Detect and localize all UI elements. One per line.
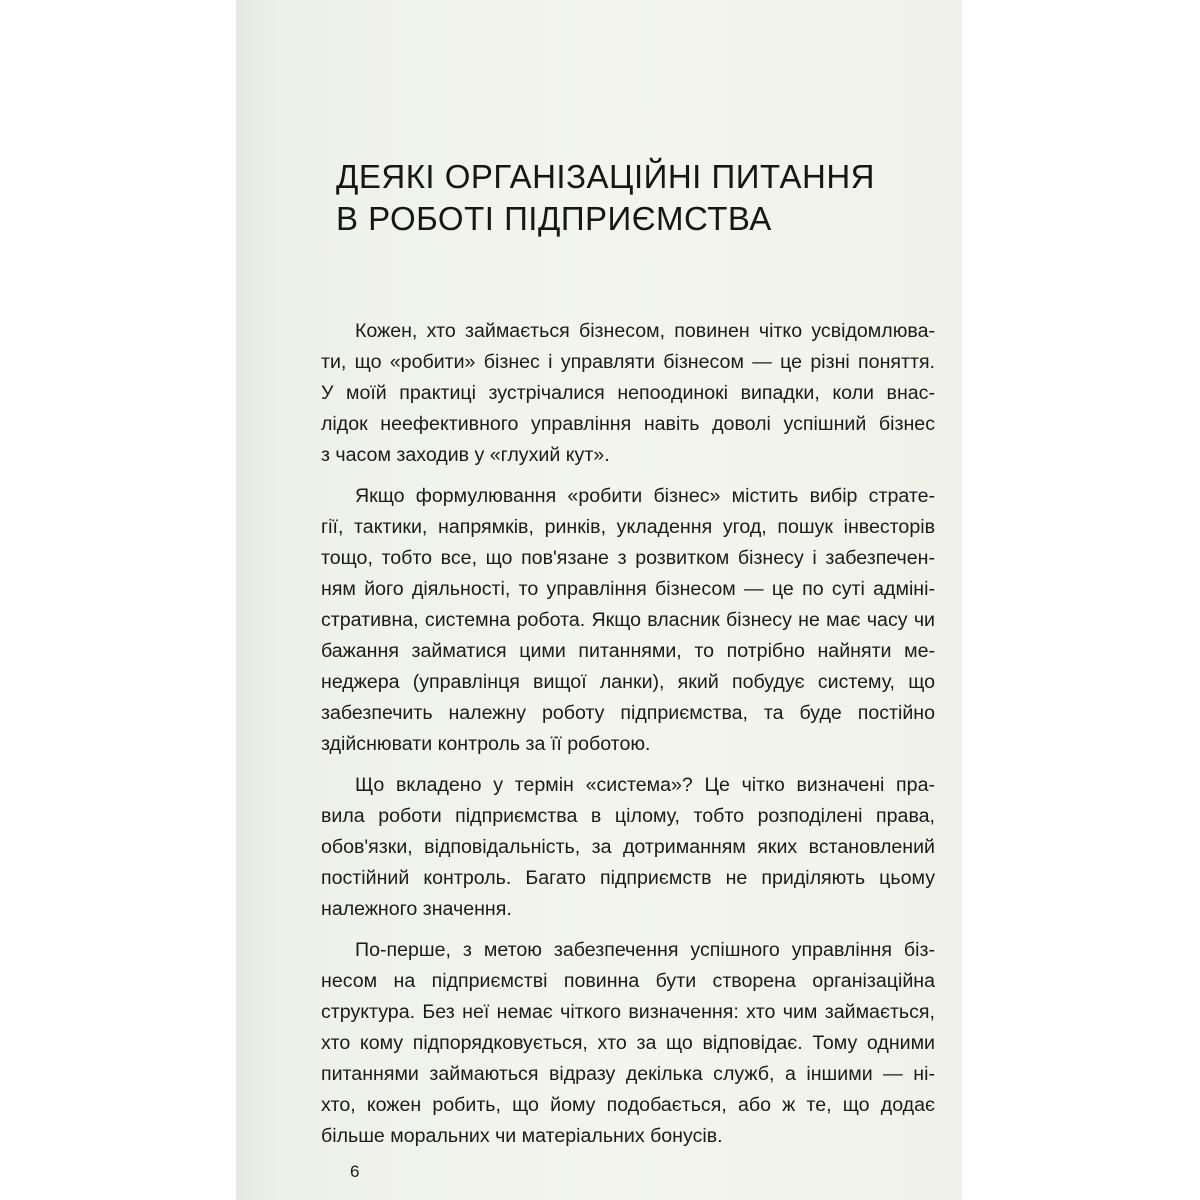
book-page — [236, 0, 962, 1200]
paragraph-line: з часом заходив у «глухий кут». — [321, 444, 610, 466]
paragraph-line: питаннями займаються відразу декілька служб, а іншими — ні- — [321, 1063, 935, 1085]
paragraph-line: більше моральних чи матеріальних бонусів. — [321, 1125, 723, 1147]
paragraph-line: ти, що «робити» бізнес і управляти бізнесом — це різні поняття. — [321, 351, 935, 373]
paragraph-line: стративна, системна робота. Якщо власник бізнесу не має часу чи — [321, 609, 935, 631]
paragraph-line: По-перше, з метою забезпечення успішного управління біз- — [355, 939, 935, 961]
paragraph-line: Кожен, хто займається бізнесом, повинен чітко усвідомлюва- — [355, 320, 935, 342]
paragraph-line: хто, кожен робить, що йому подобається, або ж те, що додає — [321, 1094, 935, 1116]
paragraph-line: гії, тактики, напрямків, ринків, укладення угод, пошук інвесторів — [321, 516, 935, 538]
paragraph-line: Якщо формулювання «робити бізнес» містить вибір страте- — [355, 485, 935, 507]
body-text — [321, 316, 935, 1162]
paragraph-line: У моїй практиці зустрічалися непоодинокі випадки, коли внас- — [321, 382, 935, 404]
paragraph-line: постійний контроль. Багато підприємств не приділяють цьому — [321, 867, 935, 889]
paragraph-line: хто кому підпорядковується, хто за що відповідає. Тому одними — [321, 1032, 935, 1054]
page-number: 6 — [350, 1162, 360, 1181]
paragraph-line: здійснювати контроль за її роботою. — [321, 733, 651, 755]
paragraph-line: лідок неефективного управління навіть доволі успішний бізнес — [321, 413, 935, 435]
chapter-heading — [336, 156, 875, 240]
heading-line-2: В РОБОТІ ПІДПРИЄМСТВА — [336, 200, 772, 237]
paragraph-4 — [321, 935, 935, 1152]
paragraph-line: неджера (управлінця вищої ланки), який побудує систему, що — [321, 671, 935, 693]
paragraph-line: належного значення. — [321, 898, 512, 920]
paragraph-line: обов'язки, відповідальність, за дотриманням яких встановлений — [321, 836, 935, 858]
show-through-text — [296, 70, 936, 166]
paragraph-line: вила роботи підприємства в цілому, тобто розподілені права, — [321, 805, 935, 827]
paragraph-line: Що вкладено у термін «система»? Це чітко визначені пра- — [355, 774, 935, 796]
paragraph-line: забезпечить належну роботу підприємства, та буде постійно — [321, 702, 935, 724]
heading-line-1: ДЕЯКІ ОРГАНІЗАЦІЙНІ ПИТАННЯ — [336, 158, 876, 195]
paragraph-line: структура. Без неї немає чіткого визначення: хто чим займається, — [321, 1001, 935, 1023]
paragraph-line: несом на підприємстві повинна бути створена організаційна — [321, 970, 935, 992]
paragraph-line: бажання займатися цими питаннями, то потрібно найняти ме- — [321, 640, 935, 662]
paragraph-3 — [321, 770, 935, 925]
paragraph-line: тощо, тобто все, що пов'язане з розвитком бізнесу і забезпечен- — [321, 547, 935, 569]
paragraph-line: ням його діяльності, то управління бізнесом — це по суті адміні- — [321, 578, 935, 600]
paragraph-2 — [321, 481, 935, 760]
paragraph-1 — [321, 316, 935, 471]
